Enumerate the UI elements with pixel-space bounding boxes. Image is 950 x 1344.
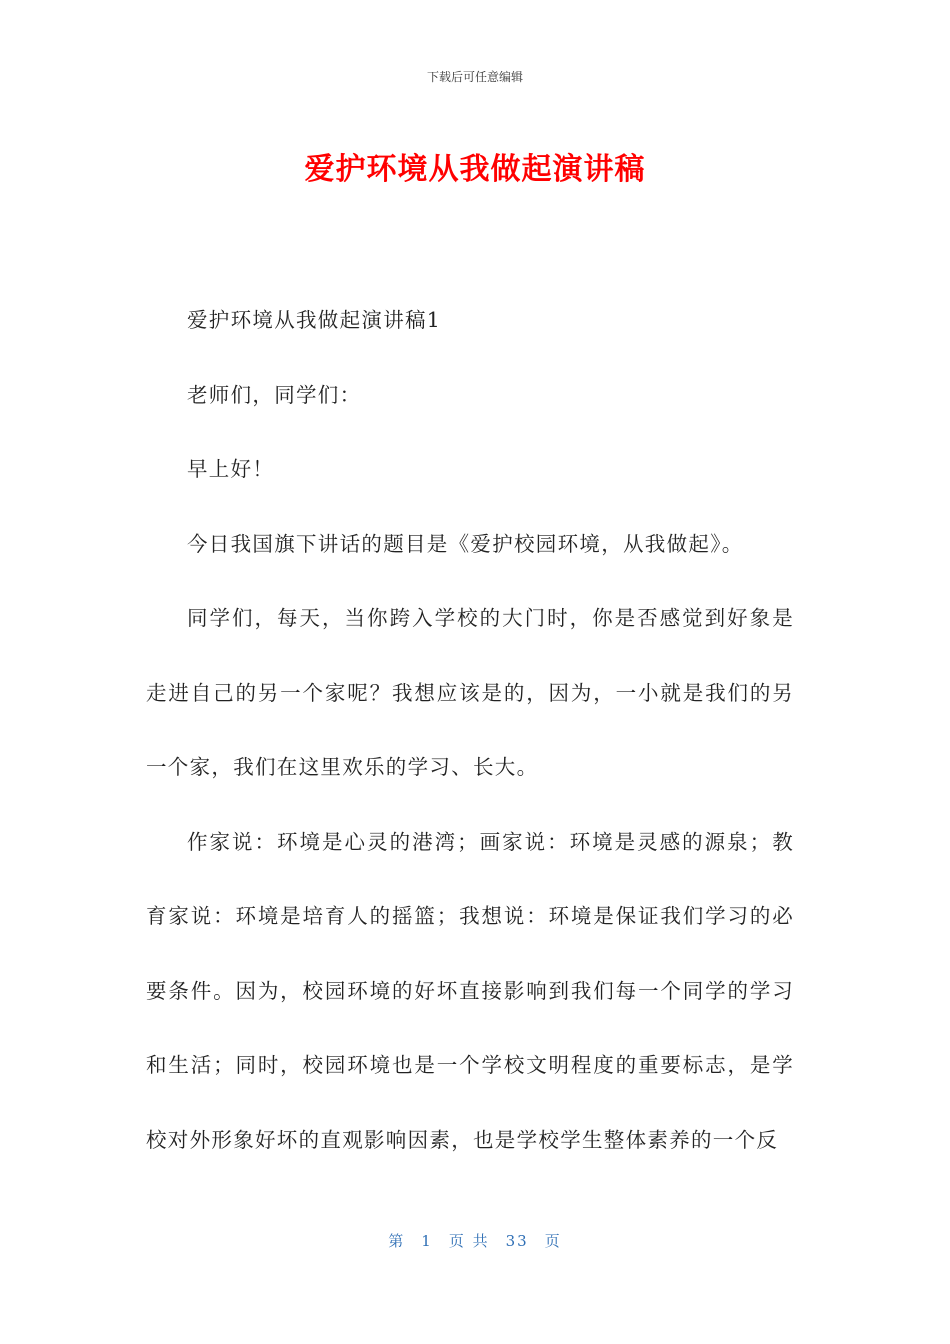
footer-page-prefix: 第: [388, 1232, 406, 1250]
footer-page-suffix: 页: [544, 1232, 562, 1250]
document-title: 爱护环境从我做起演讲稿: [304, 152, 646, 187]
document-body: [146, 283, 794, 1177]
footer-page-number: 1: [421, 1232, 433, 1250]
paragraph-subtitle: 爱护环境从我做起演讲稿1: [187, 308, 442, 332]
header-note: 下载后可任意编辑: [426, 70, 523, 84]
paragraph-environment: 作家说：环境是心灵的港湾；画家说：环境是灵感的源泉；教育家说：环境是培育人的摇篮；我想说：环境是保证我们学习的必要条件。因为，校园环境的好坏直接影响到我们每一个同学的学习和生活；同时，校园环境也是一个学校文明程度的重要标志，是学校对外形象好坏的直观影响因素，也是学校学生整体素养的一个反: [146, 829, 794, 1152]
paragraph-greeting: 早上好！: [187, 457, 275, 481]
paragraph-topic: 今日我国旗下讲话的题目是《爱护校园环境，从我做起》。: [187, 531, 744, 556]
paragraph-salutation: 老师们，同学们：: [187, 382, 362, 407]
footer-page-total: 33: [505, 1232, 529, 1250]
paragraph-campus-home: 同学们，每天，当你跨入学校的大门时，你是否感觉到好象是走进自己的另一个家呢？我想应该是的，因为，一小就是我们的另一个家，我们在这里欢乐的学习、长大。: [146, 606, 794, 779]
page-footer: [0, 1230, 950, 1251]
footer-page-middle: 页 共: [448, 1232, 490, 1250]
